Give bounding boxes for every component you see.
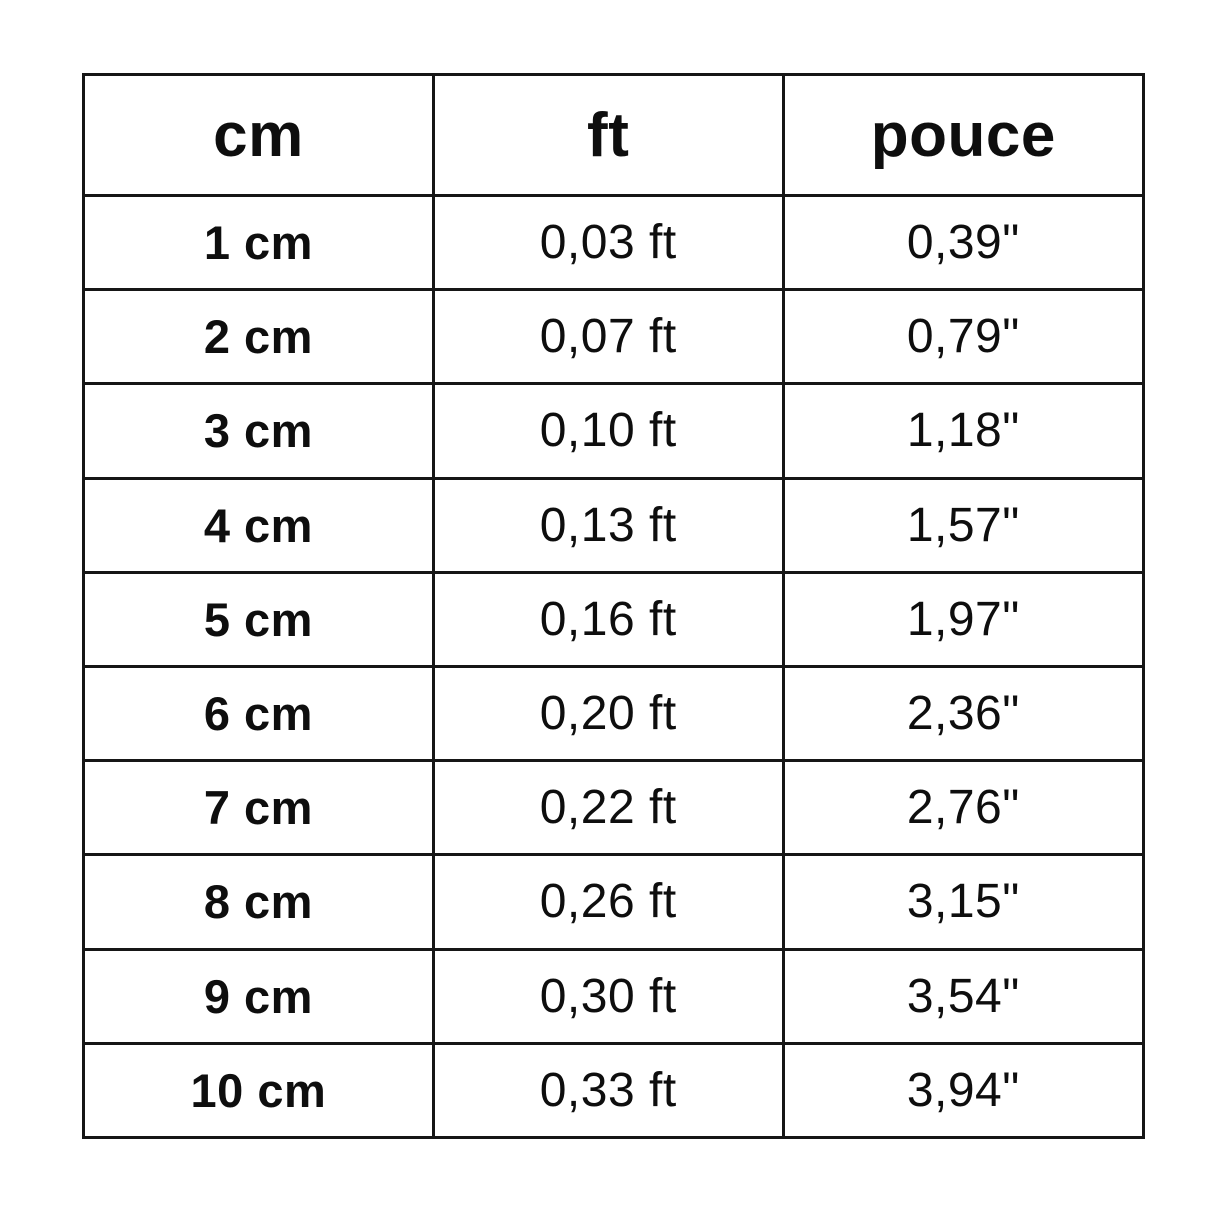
cell-cm: 4 cm: [84, 478, 434, 572]
table-row: [84, 1043, 1144, 1137]
header-cell-pouce: pouce: [783, 75, 1143, 196]
conversion-table: [82, 73, 1145, 1139]
cell-ft: 0,20 ft: [433, 666, 783, 760]
table-row: [84, 666, 1144, 760]
cell-pouce: 3,54": [783, 949, 1143, 1043]
header-cell-ft: ft: [433, 75, 783, 196]
cell-ft: 0,10 ft: [433, 384, 783, 478]
cell-cm: 3 cm: [84, 384, 434, 478]
table-row: [84, 855, 1144, 949]
cell-cm: 1 cm: [84, 196, 434, 290]
cell-cm: 7 cm: [84, 761, 434, 855]
cell-ft: 0,07 ft: [433, 290, 783, 384]
table-row: [84, 290, 1144, 384]
table-row: [84, 478, 1144, 572]
cell-ft: 0,16 ft: [433, 572, 783, 666]
cell-pouce: 0,79": [783, 290, 1143, 384]
cell-ft: 0,13 ft: [433, 478, 783, 572]
cell-pouce: 2,36": [783, 666, 1143, 760]
table-row: [84, 572, 1144, 666]
cell-pouce: 2,76": [783, 761, 1143, 855]
table-body: [84, 196, 1144, 1138]
header-cell-cm: cm: [84, 75, 434, 196]
table-header: [84, 75, 1144, 196]
cell-cm: 9 cm: [84, 949, 434, 1043]
cell-cm: 2 cm: [84, 290, 434, 384]
cell-ft: 0,03 ft: [433, 196, 783, 290]
cell-cm: 10 cm: [84, 1043, 434, 1137]
cell-ft: 0,22 ft: [433, 761, 783, 855]
cell-pouce: 1,18": [783, 384, 1143, 478]
table-row: [84, 949, 1144, 1043]
table-row: [84, 196, 1144, 290]
cell-cm: 6 cm: [84, 666, 434, 760]
cell-pouce: 3,94": [783, 1043, 1143, 1137]
cell-pouce: 3,15": [783, 855, 1143, 949]
cell-pouce: 1,57": [783, 478, 1143, 572]
table-row: [84, 384, 1144, 478]
cell-cm: 8 cm: [84, 855, 434, 949]
cell-pouce: 1,97": [783, 572, 1143, 666]
cell-ft: 0,26 ft: [433, 855, 783, 949]
header-row: [84, 75, 1144, 196]
cell-cm: 5 cm: [84, 572, 434, 666]
cell-pouce: 0,39": [783, 196, 1143, 290]
cell-ft: 0,33 ft: [433, 1043, 783, 1137]
cell-ft: 0,30 ft: [433, 949, 783, 1043]
table-row: [84, 761, 1144, 855]
